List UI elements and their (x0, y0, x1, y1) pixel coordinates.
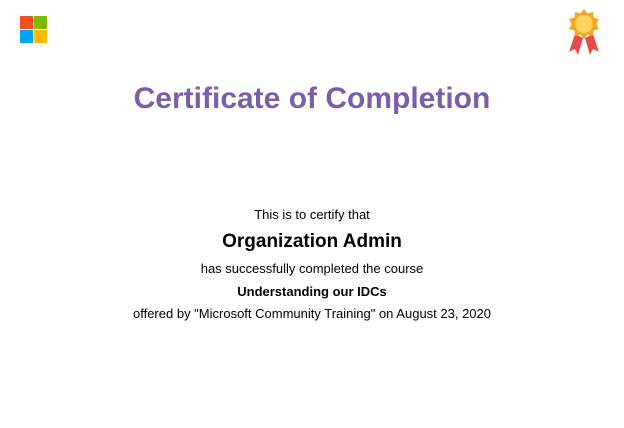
course-name: Understanding our IDCs (237, 284, 387, 299)
ribbon-right (585, 34, 599, 55)
logo-square-red (20, 16, 33, 29)
completed-text: has successfully completed the course (200, 261, 424, 276)
offered-text: offered by "Microsoft Community Training" on August 23, 2020 (132, 306, 491, 321)
ribbon-left (569, 34, 583, 55)
medal-center (575, 15, 593, 33)
logo-square-green (34, 16, 47, 29)
certificate-title: Certificate of Completion (133, 82, 491, 115)
logo-square-yellow (34, 30, 47, 43)
award-ribbon-icon (562, 6, 606, 58)
logo-square-blue (20, 30, 33, 43)
recipient-name: Organization Admin (222, 231, 402, 252)
microsoft-logo-icon (20, 16, 47, 43)
certify-text: This is to certify that (254, 207, 370, 222)
